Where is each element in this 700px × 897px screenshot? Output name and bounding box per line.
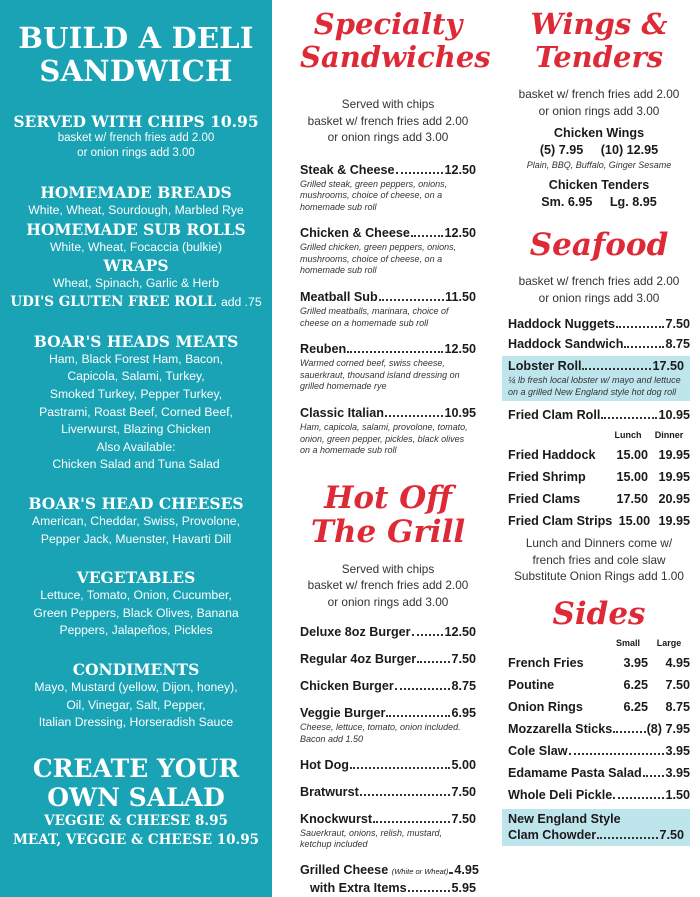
item-price: 8.75 (451, 679, 476, 694)
menu-item (300, 651, 476, 667)
seafood-note: or onion rings add 3.00 (538, 290, 660, 305)
side-row (508, 655, 690, 671)
menu-item (300, 811, 476, 851)
meats-line: Ham, Black Forest Ham, Bacon, (48, 351, 224, 366)
leader-dots (373, 821, 450, 823)
clam-chowder-highlight (502, 809, 690, 846)
leader-dots (350, 767, 451, 769)
item-price: 7.50 (451, 811, 476, 826)
condiments-line: Oil, Vinegar, Salt, Pepper, (66, 697, 206, 712)
leader-dots (396, 172, 444, 174)
item-name: Regular 4oz Burger (300, 652, 417, 667)
menu-item (300, 757, 476, 773)
leader-dots (360, 794, 451, 796)
menu-item (508, 336, 690, 352)
item-price: 12.50 (444, 226, 476, 241)
item-description: Cheese, lettuce, tomato, onion included. Bacon add 1.50 (300, 722, 461, 744)
leader-dots (569, 753, 665, 755)
item-name: Fried Clam Roll (508, 408, 601, 423)
leader-dots (613, 797, 664, 799)
dinner-price: 19.95 (658, 514, 690, 529)
leader-dots (597, 837, 658, 839)
item-name: Fried Shrimp (508, 470, 586, 485)
leader-dots (408, 890, 451, 892)
grill-note: basket w/ french fries add 2.00 (307, 578, 469, 593)
cheeses-line: Pepper Jack, Muenster, Havarti Dill (40, 531, 232, 546)
lunch-price: 15.00 (616, 448, 648, 463)
meats-line: Pastrami, Roast Beef, Corned Beef, (39, 404, 233, 419)
item-name: Haddock Sandwich (508, 337, 624, 351)
specialty-note: Served with chips (341, 97, 435, 111)
salad-title-line-1: CREATE YOUR (32, 753, 240, 783)
item-description: ¼ lb fresh local lobster w/ mayo and lettuce on a grilled New England style hot dog roll (508, 375, 681, 397)
served-with-chips-heading: SERVED WITH CHIPS 10.95 (13, 112, 259, 131)
item-name: with Extra Items (310, 880, 407, 895)
wings-title-line-2: Tenders (534, 40, 664, 74)
meats-line: Chicken Salad and Tuna Salad (52, 457, 220, 472)
platter-row (508, 469, 690, 485)
item-name: Reuben (300, 342, 347, 357)
item-name: Haddock Nuggets (508, 317, 616, 331)
item-name: Deluxe 8oz Burger (300, 625, 411, 640)
leader-dots (379, 299, 445, 301)
right-column (508, 0, 690, 846)
wings-title-line-1: Wings & (530, 7, 668, 41)
leader-dots (386, 715, 450, 717)
menu-item (508, 721, 690, 737)
small-price: 3.95 (623, 655, 648, 670)
item-description: Grilled steak, green peppers, onions, mushrooms, choice of cheese, on a homemade sub roll (300, 178, 448, 212)
item-name: Steak & Cheese (300, 162, 395, 177)
leader-dots (613, 731, 645, 733)
menu-item (300, 289, 476, 329)
item-price: 3.95 (665, 743, 690, 758)
leader-dots (601, 417, 657, 419)
large-price: 8.75 (665, 699, 690, 714)
leader-dots (624, 346, 664, 348)
gluten-free-roll (0, 293, 272, 312)
meats-line: Capicola, Salami, Turkey, (67, 369, 205, 384)
gluten-free-name: UDI'S GLUTEN FREE ROLL (10, 293, 217, 310)
leader-dots (347, 351, 443, 353)
condiments-line: Mayo, Mustard (yellow, Dijon, honey), (34, 679, 238, 694)
leader-dots (616, 326, 664, 328)
seafood-title: Seafood (529, 227, 669, 263)
leader-dots (449, 872, 453, 874)
leader-dots (417, 661, 450, 663)
menu-item (508, 787, 690, 803)
menu-item (508, 743, 690, 759)
item-name: Fried Haddock (508, 448, 596, 463)
menu-item (300, 405, 476, 457)
dinner-price: 20.95 (658, 492, 690, 507)
salad-option: VEGGIE & CHEESE 8.95 (44, 812, 228, 829)
item-price: 12.50 (444, 625, 476, 640)
build-title-line-1: BUILD A DELI (18, 21, 254, 55)
item-name: Fried Clams (508, 492, 581, 507)
platter-row (508, 513, 690, 529)
specialty-title-line-1: Specialty (313, 7, 463, 41)
item-price: 7.50 (451, 652, 476, 667)
condiments-heading: CONDIMENTS (72, 659, 200, 679)
item-name: Whole Deli Pickle (508, 787, 613, 802)
vegetables-line: Lettuce, Tomato, Onion, Cucumber, (40, 588, 232, 603)
item-price: 7.50 (451, 784, 476, 799)
grill-title-line-2: The Grill (310, 513, 466, 550)
cheeses-heading: BOAR'S HEAD CHEESES (28, 493, 244, 513)
chicken-wings-prices: (5) 7.95 (10) 12.95 (539, 143, 659, 157)
lunch-column-label: Lunch (614, 430, 642, 441)
dinner-price: 19.95 (658, 448, 690, 463)
vegetables-line: Peppers, Jalapeños, Pickles (59, 623, 213, 638)
item-name: New England Style (508, 811, 621, 826)
lunch-price: 15.00 (618, 514, 651, 529)
lunch-dinner-header (508, 429, 690, 441)
item-price: (8) 7.95 (646, 721, 690, 736)
vegetables-line: Green Peppers, Black Olives, Banana (33, 605, 239, 620)
side-row (508, 677, 690, 693)
small-price: 6.25 (623, 677, 648, 692)
item-price: 7.50 (659, 827, 684, 842)
wings-note: or onion rings add 3.00 (538, 103, 660, 118)
item-name: Onion Rings (508, 699, 583, 714)
side-row (508, 699, 690, 715)
platter-row (508, 447, 690, 463)
item-description: Warmed corned beef, swiss cheese, sauerkraut, thousand island dressing on grilled homemade rye (300, 358, 460, 392)
item-description: Ham, capicola, salami, provolone, tomato, onion, green pepper, pickles, black olives on a homemade sub roll (300, 422, 468, 456)
menu-item (300, 862, 479, 896)
grill-title-line-1: Hot Off (324, 479, 452, 516)
item-price: 6.95 (451, 706, 476, 721)
item-name: Poutine (508, 677, 555, 692)
wings-note: basket w/ french fries add 2.00 (518, 87, 680, 101)
item-name: Knockwurst (300, 811, 373, 826)
item-price: 11.50 (445, 290, 476, 305)
menu-item (300, 624, 476, 640)
item-price: 7.50 (665, 317, 690, 331)
item-name: Bratwurst (300, 784, 359, 799)
sub-rolls-list: White, Wheat, Focaccia (bulkie) (49, 239, 223, 254)
meats-line: Also Available: (96, 439, 176, 454)
large-price: 7.50 (665, 677, 690, 692)
menu-item (300, 678, 476, 694)
item-price: 12.50 (444, 342, 476, 357)
served-note-1: basket w/ french fries add 2.00 (57, 132, 215, 144)
item-price: 1.50 (665, 787, 690, 802)
build-a-deli-panel (0, 0, 272, 897)
dinner-column-label: Dinner (654, 430, 684, 441)
wraps-list: Wheat, Spinach, Garlic & Herb (53, 276, 219, 291)
item-name: Mozzarella Sticks (508, 721, 613, 736)
chicken-wings-flavors: Plain, BBQ, Buffalo, Ginger Sesame (526, 160, 672, 170)
item-price: 8.75 (665, 337, 690, 351)
item-name: French Fries (508, 655, 584, 670)
small-price: 6.25 (623, 699, 648, 714)
leader-dots (395, 688, 451, 690)
seafood-footer: Substitute Onion Rings add 1.00 (514, 569, 684, 584)
seafood-footer: Lunch and Dinners come w/ (525, 536, 673, 551)
menu-item (508, 316, 690, 332)
item-name: Chicken & Cheese (300, 226, 410, 241)
seafood-note: basket w/ french fries add 2.00 (518, 274, 680, 288)
meats-line: Liverwurst, Blazing Chicken (61, 422, 211, 437)
vegetables-heading: VEGETABLES (76, 568, 196, 588)
lunch-price: 17.50 (616, 492, 648, 507)
middle-column (300, 0, 491, 896)
item-description: Grilled chicken, green peppers, onions, mushrooms, choice of cheese, on a homemade sub roll (300, 242, 457, 276)
specialty-note: or onion rings add 3.00 (327, 130, 449, 144)
salad-title-line-2: OWN SALAD (47, 782, 225, 812)
meats-line: Smoked Turkey, Pepper Turkey, (49, 386, 223, 401)
lunch-price: 15.00 (616, 470, 648, 485)
sub-rolls-heading: HOMEMADE SUB ROLLS (26, 219, 246, 239)
build-title-line-2: SANDWICH (39, 54, 233, 88)
seafood-footer: french fries and cole slaw (532, 552, 666, 567)
chicken-tenders-heading: Chicken Tenders (548, 178, 650, 192)
chicken-tenders-prices: Sm. 6.95 Lg. 8.95 (541, 195, 657, 209)
specialty-note: basket w/ french fries add 2.00 (307, 113, 469, 128)
item-name: Cole Slaw (508, 743, 568, 758)
item-name: Fried Clam Strips (508, 514, 613, 529)
dinner-price: 19.95 (658, 470, 690, 485)
item-price: 10.95 (658, 408, 690, 423)
sides-title: Sides (552, 595, 646, 632)
wraps-heading: WRAPS (103, 256, 169, 276)
item-price: 12.50 (444, 162, 476, 177)
item-name: Meatball Sub (300, 290, 378, 305)
item-name: Edamame Pasta Salad (508, 765, 642, 780)
meats-heading: BOAR'S HEADS MEATS (33, 331, 239, 351)
cheeses-line: American, Cheddar, Swiss, Provolone, (32, 513, 240, 528)
small-column-label: Small (615, 637, 640, 648)
leader-dots (643, 775, 665, 777)
item-name: Lobster Roll (508, 359, 582, 373)
menu-item (300, 162, 476, 214)
sides-size-header (508, 637, 690, 649)
large-column-label: Large (656, 637, 682, 648)
item-description: Grilled meatballs, marinara, choice of cheese on a homemade sub roll (300, 306, 449, 328)
item-name: Veggie Burger (300, 706, 386, 721)
chicken-wings-heading: Chicken Wings (553, 126, 645, 140)
leader-dots (385, 415, 443, 417)
lobster-roll-highlight (502, 356, 690, 401)
menu-item (300, 784, 476, 800)
leader-dots (411, 235, 444, 237)
item-price: 5.00 (451, 757, 476, 772)
menu-item (508, 407, 690, 423)
item-name: Classic Italian (300, 406, 384, 421)
breads-list: White, Wheat, Sourdough, Marbled Rye (28, 203, 244, 217)
item-name: Clam Chowder (508, 827, 597, 842)
served-note-2: or onion rings add 3.00 (77, 147, 195, 159)
large-price: 4.95 (665, 655, 690, 670)
condiments-line: Italian Dressing, Horseradish Sauce (38, 715, 234, 730)
menu-item (508, 765, 690, 781)
item-name (300, 862, 448, 880)
leader-dots (582, 368, 651, 370)
salad-option: MEAT, VEGGIE & CHEESE 10.95 (12, 831, 260, 848)
platter-row (508, 491, 690, 507)
grilled-cheese-note: (White or Wheat) (391, 866, 449, 876)
item-description: Sauerkraut, onions, relish, mustard, ketchup included (300, 827, 443, 850)
item-price: 10.95 (444, 406, 476, 421)
grilled-cheese-name: Grilled Cheese (300, 862, 389, 877)
gluten-free-add: add .75 (220, 294, 262, 309)
breads-heading: HOMEMADE BREADS (40, 183, 232, 202)
item-name: Hot Dog (300, 757, 349, 772)
item-price: 5.95 (451, 880, 476, 895)
leader-dots (412, 634, 444, 636)
specialty-title-line-2: Sandwiches (300, 40, 491, 74)
menu-item (300, 341, 476, 393)
menu-item (300, 705, 476, 745)
item-price: 4.95 (454, 862, 479, 877)
grill-note: or onion rings add 3.00 (327, 594, 449, 609)
item-price: 3.95 (665, 765, 690, 780)
grill-note: Served with chips (341, 561, 435, 576)
menu-item (300, 225, 476, 277)
item-name: Chicken Burger (300, 679, 394, 694)
item-price: 17.50 (652, 359, 684, 373)
